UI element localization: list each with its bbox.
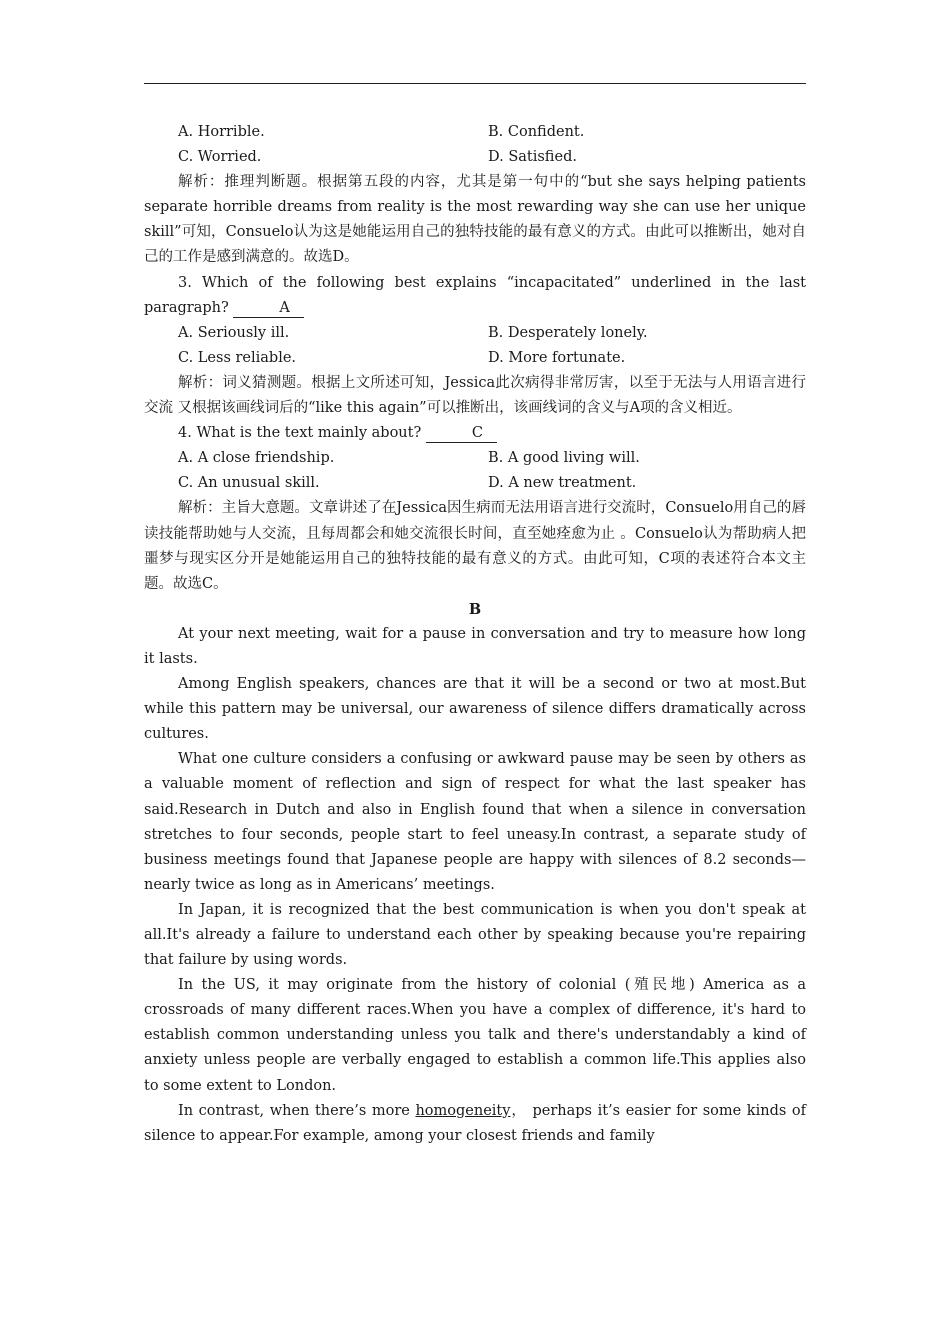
q2-options-row-1: [144, 120, 806, 145]
header-rule: [144, 83, 806, 84]
p6-before: In contrast, when there’s more: [178, 1102, 416, 1119]
passage-b-paragraph-4: In Japan, it is recognized that the best communication is when you don't speak at all.It's already a failure to understand each other by speaking because you're repairing that failure by using words.: [144, 901, 806, 969]
passage-b-paragraph-2: Among English speakers, chances are that it will be a second or two at most.But while this pattern may be universal, our awareness of silence differs dramatically across cultures.: [144, 676, 806, 743]
passage-b-paragraph-6: [144, 1099, 806, 1149]
passage-b-paragraph-1: At your next meeting, wait for a pause in conversation and try to measure how long it lasts.: [144, 625, 806, 667]
q3-options-row-1: [144, 321, 806, 346]
passage-b-paragraph-5: In the US, it may originate from the history of colonial (殖民地) America as a crossroads of many different races.When you have a complex of difference, it's hard to establish common understanding unless you talk and there's understandably a kind of anxiety unless people are verbally engaged to establish a common life.This applies also to some extent to London.: [144, 977, 806, 1094]
q2-option-b: B. Confident.: [488, 124, 585, 140]
q3-stem: [144, 271, 806, 321]
q4-options-row-2: [144, 471, 806, 496]
q2-option-a: A. Horrible.: [178, 124, 265, 140]
q3-answer: A: [233, 299, 303, 318]
document-body: [144, 120, 806, 1149]
q4-answer: C: [426, 424, 497, 443]
q3-option-d: D. More fortunate.: [488, 349, 626, 366]
q2-options-row-2: [144, 145, 806, 170]
q3-option-b: B. Desperately lonely.: [488, 324, 648, 341]
q4-stem-text: 4. What is the text mainly about?: [178, 425, 422, 442]
q3-stem-text: 3. Which of the following best explains “incapacitated” underlined in the last paragraph?: [144, 274, 806, 316]
q3-option-a: A. Seriously ill.: [178, 324, 290, 341]
q4-option-a: A. A close friendship.: [178, 450, 335, 467]
q2-option-d: D. Satisfied.: [488, 149, 577, 166]
p6-after: ， perhaps it’s easier for some kinds of silence to appear.For example, among your closest friends and family: [144, 1102, 806, 1144]
q2-analysis: 解析：推理判断题。根据第五段的内容，尤其是第一句中的“but she says helping patients separate horrible dreams from reality is the most rewarding way she can use her unique skill”可知，Consuelo认为这是她能运用自己的独特技能的最有意义的方式。由此可以推断出，她对自己的工作是感到满意的。故选D。: [144, 174, 806, 266]
underlined-word-homogeneity: homogeneity: [415, 1102, 511, 1119]
q3-options-row-2: [144, 346, 806, 371]
q4-option-b: B. A good living will.: [488, 450, 640, 467]
passage-b-title: B: [468, 600, 482, 618]
q4-options-row-1: [144, 446, 806, 471]
q4-option-d: D. A new treatment.: [488, 475, 637, 492]
q4-stem: [144, 421, 806, 446]
q4-option-c: C. An unusual skill.: [178, 475, 320, 492]
passage-b-paragraph-3: What one culture considers a confusing or awkward pause may be seen by others as a valuable moment of reflection and sign of respect for what the last speaker has said.Research in Dutch and also in English found that when a silence in conversation stretches to four seconds, people start to feel uneasy.In contrast, a separate study of business meetings found that Japanese people are happy with silences of 8.2 seconds—nearly twice as long as in Americans’ meetings.: [144, 751, 806, 893]
q3-option-c: C. Less reliable.: [178, 349, 297, 366]
q3-analysis: 解析：词义猜测题。根据上文所述可知，Jessica此次病得非常厉害，以至于无法与人用语言进行交流 又根据该画线词后的“like this again”可以推断出，该画线词的含义与A项的含义相近。: [144, 374, 806, 417]
q4-analysis: 解析：主旨大意题。文章讲述了在Jessica因生病而无法用语言进行交流时，Consuelo用自己的唇读技能帮助她与人交流，且每周都会和她交流很长时间，直至她痊愈为止 。Consuelo认为帮助病人把噩梦与现实区分开是她能运用自己的独特技能的最有意义的方式。由此可知，C项的表述符合本文主题。故选C。: [144, 500, 806, 592]
q2-option-c: C. Worried.: [178, 149, 262, 166]
